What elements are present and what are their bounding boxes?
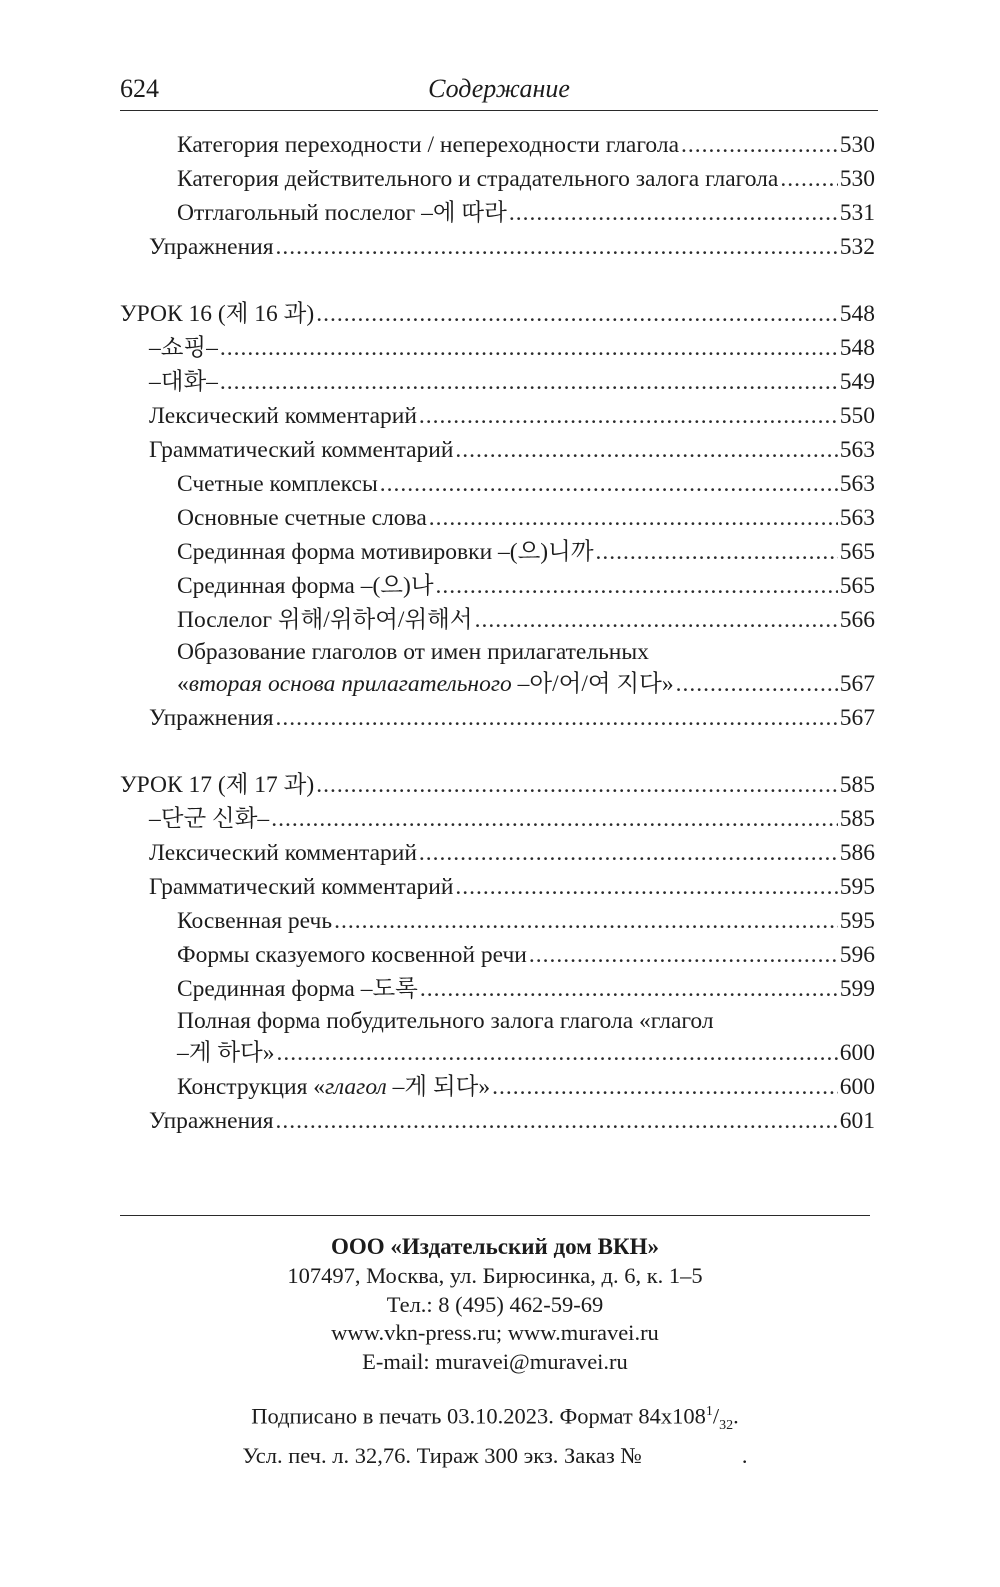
toc-entry-title: Упражнения (149, 705, 274, 731)
toc-leader-dots (220, 365, 838, 399)
toc-leader-dots (596, 535, 838, 569)
toc-leader-dots (220, 331, 838, 365)
italic-term: вторая основа прилагательного (188, 671, 512, 697)
toc-entry (120, 501, 875, 535)
toc-entry-page: 550 (839, 403, 875, 429)
title-suffix: –게 되다» (386, 1074, 491, 1100)
toc-entry-title: Отглагольный послелог –에 따라 (177, 200, 507, 226)
toc-entry-title: Срединная форма –(으)나 (177, 573, 434, 599)
toc-entry (120, 802, 875, 836)
toc-entry-title: Счетные комплексы (177, 471, 378, 497)
toc-leader-dots (455, 870, 837, 904)
format-slash: / (712, 1403, 720, 1429)
publisher-websites: www.vkn-press.ru; www.muravei.ru (331, 1320, 659, 1345)
toc-entry-page: 566 (839, 607, 875, 633)
toc-leader-dots (276, 701, 838, 735)
signed-end: . (733, 1403, 739, 1429)
toc-leader-dots (529, 938, 838, 972)
toc-entry-page: 567 (839, 705, 875, 731)
toc-entry-page: 548 (839, 301, 875, 327)
toc-entry-title: УРОК 17 (제 17 과) (120, 772, 315, 798)
toc-leader-dots (780, 162, 837, 196)
toc-leader-dots (419, 399, 838, 433)
toc-entry-page: 565 (839, 573, 875, 599)
toc-leader-dots (492, 1070, 838, 1104)
toc-entry-page: 567 (839, 671, 875, 697)
toc-leader-dots (316, 768, 838, 802)
signed-text: Подписано в печать 03.10.2023. Формат 84х108 (251, 1403, 706, 1429)
toc-entry-title: Грамматический комментарий (149, 437, 454, 463)
toc-entry (120, 433, 875, 467)
toc-entry-title: Лексический комментарий (149, 403, 417, 429)
toc-entry-page: 530 (839, 132, 875, 158)
toc-leader-dots (681, 128, 838, 162)
publisher-email: E-mail: muravei@muravei.ru (362, 1348, 628, 1374)
toc-leader-dots (420, 972, 838, 1006)
toc-entry (120, 196, 875, 230)
toc-entry (120, 836, 875, 870)
toc-entry-page: 563 (839, 471, 875, 497)
toc-entry (120, 128, 875, 162)
toc-entry-page: 565 (839, 539, 875, 565)
toc-entry-page: 586 (839, 840, 875, 866)
page-number: 624 (120, 74, 159, 103)
toc-entry-page: 596 (839, 942, 875, 968)
print-run-end: . (741, 1443, 748, 1468)
publisher-phone: Тел.: 8 (495) 462-59-69 (386, 1291, 604, 1317)
toc-entry-continuation (120, 667, 875, 701)
format-numerator: 1 (705, 1404, 713, 1419)
print-signed-line (120, 1397, 870, 1441)
toc-entry-page: 548 (839, 335, 875, 361)
toc-leader-dots (380, 467, 838, 501)
toc-entry-page: 532 (839, 234, 875, 260)
toc-leader-dots (276, 1036, 837, 1070)
publisher-imprint (120, 1232, 870, 1376)
toc-entry (120, 535, 875, 569)
toc-leader-dots (676, 667, 838, 701)
toc-entry (120, 938, 875, 972)
toc-entry-page: 563 (839, 505, 875, 531)
toc-entry-title: Срединная форма мотивировки –(으)니까 (177, 539, 594, 565)
toc-leader-dots (436, 569, 838, 603)
toc-entry-page: 595 (839, 874, 875, 900)
title-rest: –아/어/여 지다» (511, 671, 674, 697)
toc-leader-dots (276, 1104, 838, 1138)
toc-leader-dots (419, 836, 838, 870)
toc-entry-page: 585 (839, 806, 875, 832)
toc-entry (120, 467, 875, 501)
toc-entry-title: Формы сказуемого косвенной речи (177, 942, 527, 968)
toc-entry (120, 972, 875, 1006)
toc-entry (120, 399, 875, 433)
toc-entry-title: –단군 신화– (149, 806, 270, 832)
italic-term: глагол (325, 1074, 387, 1100)
toc-entry (120, 1104, 875, 1138)
print-run-text: Усл. печ. л. 32,76. Тираж 300 экз. Заказ № (242, 1443, 642, 1468)
toc-entry-first-line (120, 637, 875, 667)
toc-lesson-heading (120, 297, 875, 331)
print-run-line (120, 1441, 870, 1471)
toc-entry (120, 162, 875, 196)
toc-entry-first-line (120, 1006, 875, 1036)
title-prefix: Конструкция « (177, 1074, 326, 1100)
format-denominator: 32 (719, 1418, 734, 1433)
open-quote: « (177, 671, 189, 697)
toc-entry-title: Косвенная речь (177, 908, 333, 934)
toc-entry (120, 230, 875, 264)
toc-entry (120, 904, 875, 938)
toc-entry (120, 1070, 875, 1104)
toc-leader-dots (334, 904, 838, 938)
toc-leader-dots (509, 196, 838, 230)
toc-entry-title: Полная форма побудительного залога глагола «глагол (177, 1008, 714, 1034)
toc-leader-dots (316, 297, 838, 331)
toc-entry-title: –쇼핑– (149, 335, 218, 361)
toc-entry-title (177, 667, 674, 701)
toc-entry-page: 563 (839, 437, 875, 463)
toc-entry-title: Упражнения (149, 1108, 274, 1134)
toc-leader-dots (455, 433, 837, 467)
running-title: Содержание (428, 74, 570, 103)
toc-entry-page: 585 (839, 772, 875, 798)
toc-entry (120, 603, 875, 637)
toc-entry-title: Категория переходности / непереходности глагола (177, 132, 680, 158)
toc-entry-page: 600 (839, 1040, 875, 1066)
toc-leader-dots (429, 501, 838, 535)
toc-entry-title: Основные счетные слова (177, 505, 427, 531)
toc-entry-title: Грамматический комментарий (149, 874, 454, 900)
toc-entry-page: 599 (839, 976, 875, 1002)
table-of-contents (120, 128, 875, 1138)
toc-entry-title: –게 하다» (177, 1040, 275, 1066)
toc-leader-dots (475, 603, 838, 637)
toc-entry (120, 701, 875, 735)
toc-entry-title: –대화– (149, 369, 218, 395)
page-header (120, 70, 878, 111)
toc-entry-title: Послелог 위해/위하여/위해서 (177, 607, 473, 633)
toc-entry-page: 601 (839, 1108, 875, 1134)
toc-entry-page: 531 (839, 200, 875, 226)
toc-entry-title: Категория действительного и страдательного залога глагола (177, 166, 779, 192)
toc-entry-continuation (120, 1036, 875, 1070)
publisher-name: ООО «Издательский дом ВКН» (331, 1234, 659, 1259)
toc-leader-dots (276, 230, 838, 264)
toc-entry-page: 595 (839, 908, 875, 934)
toc-entry-title: Лексический комментарий (149, 840, 417, 866)
toc-entry-title (177, 1070, 490, 1104)
imprint-divider (120, 1215, 870, 1216)
publisher-address: 107497, Москва, ул. Бирюсинка, д. 6, к. 1–5 (287, 1263, 703, 1288)
toc-leader-dots (271, 802, 838, 836)
toc-lesson-heading (120, 768, 875, 802)
toc-entry (120, 331, 875, 365)
toc-entry (120, 870, 875, 904)
toc-entry-page: 549 (839, 369, 875, 395)
toc-entry-title: Образование глаголов от имен прилагательных (177, 639, 649, 665)
toc-entry-title: Срединная форма –도록 (177, 976, 418, 1002)
toc-entry (120, 365, 875, 399)
toc-entry-title: Упражнения (149, 234, 274, 260)
toc-entry-title: УРОК 16 (제 16 과) (120, 301, 315, 327)
toc-entry (120, 569, 875, 603)
toc-entry-page: 600 (839, 1074, 875, 1100)
print-info (120, 1397, 870, 1471)
toc-entry-page: 530 (839, 166, 875, 192)
